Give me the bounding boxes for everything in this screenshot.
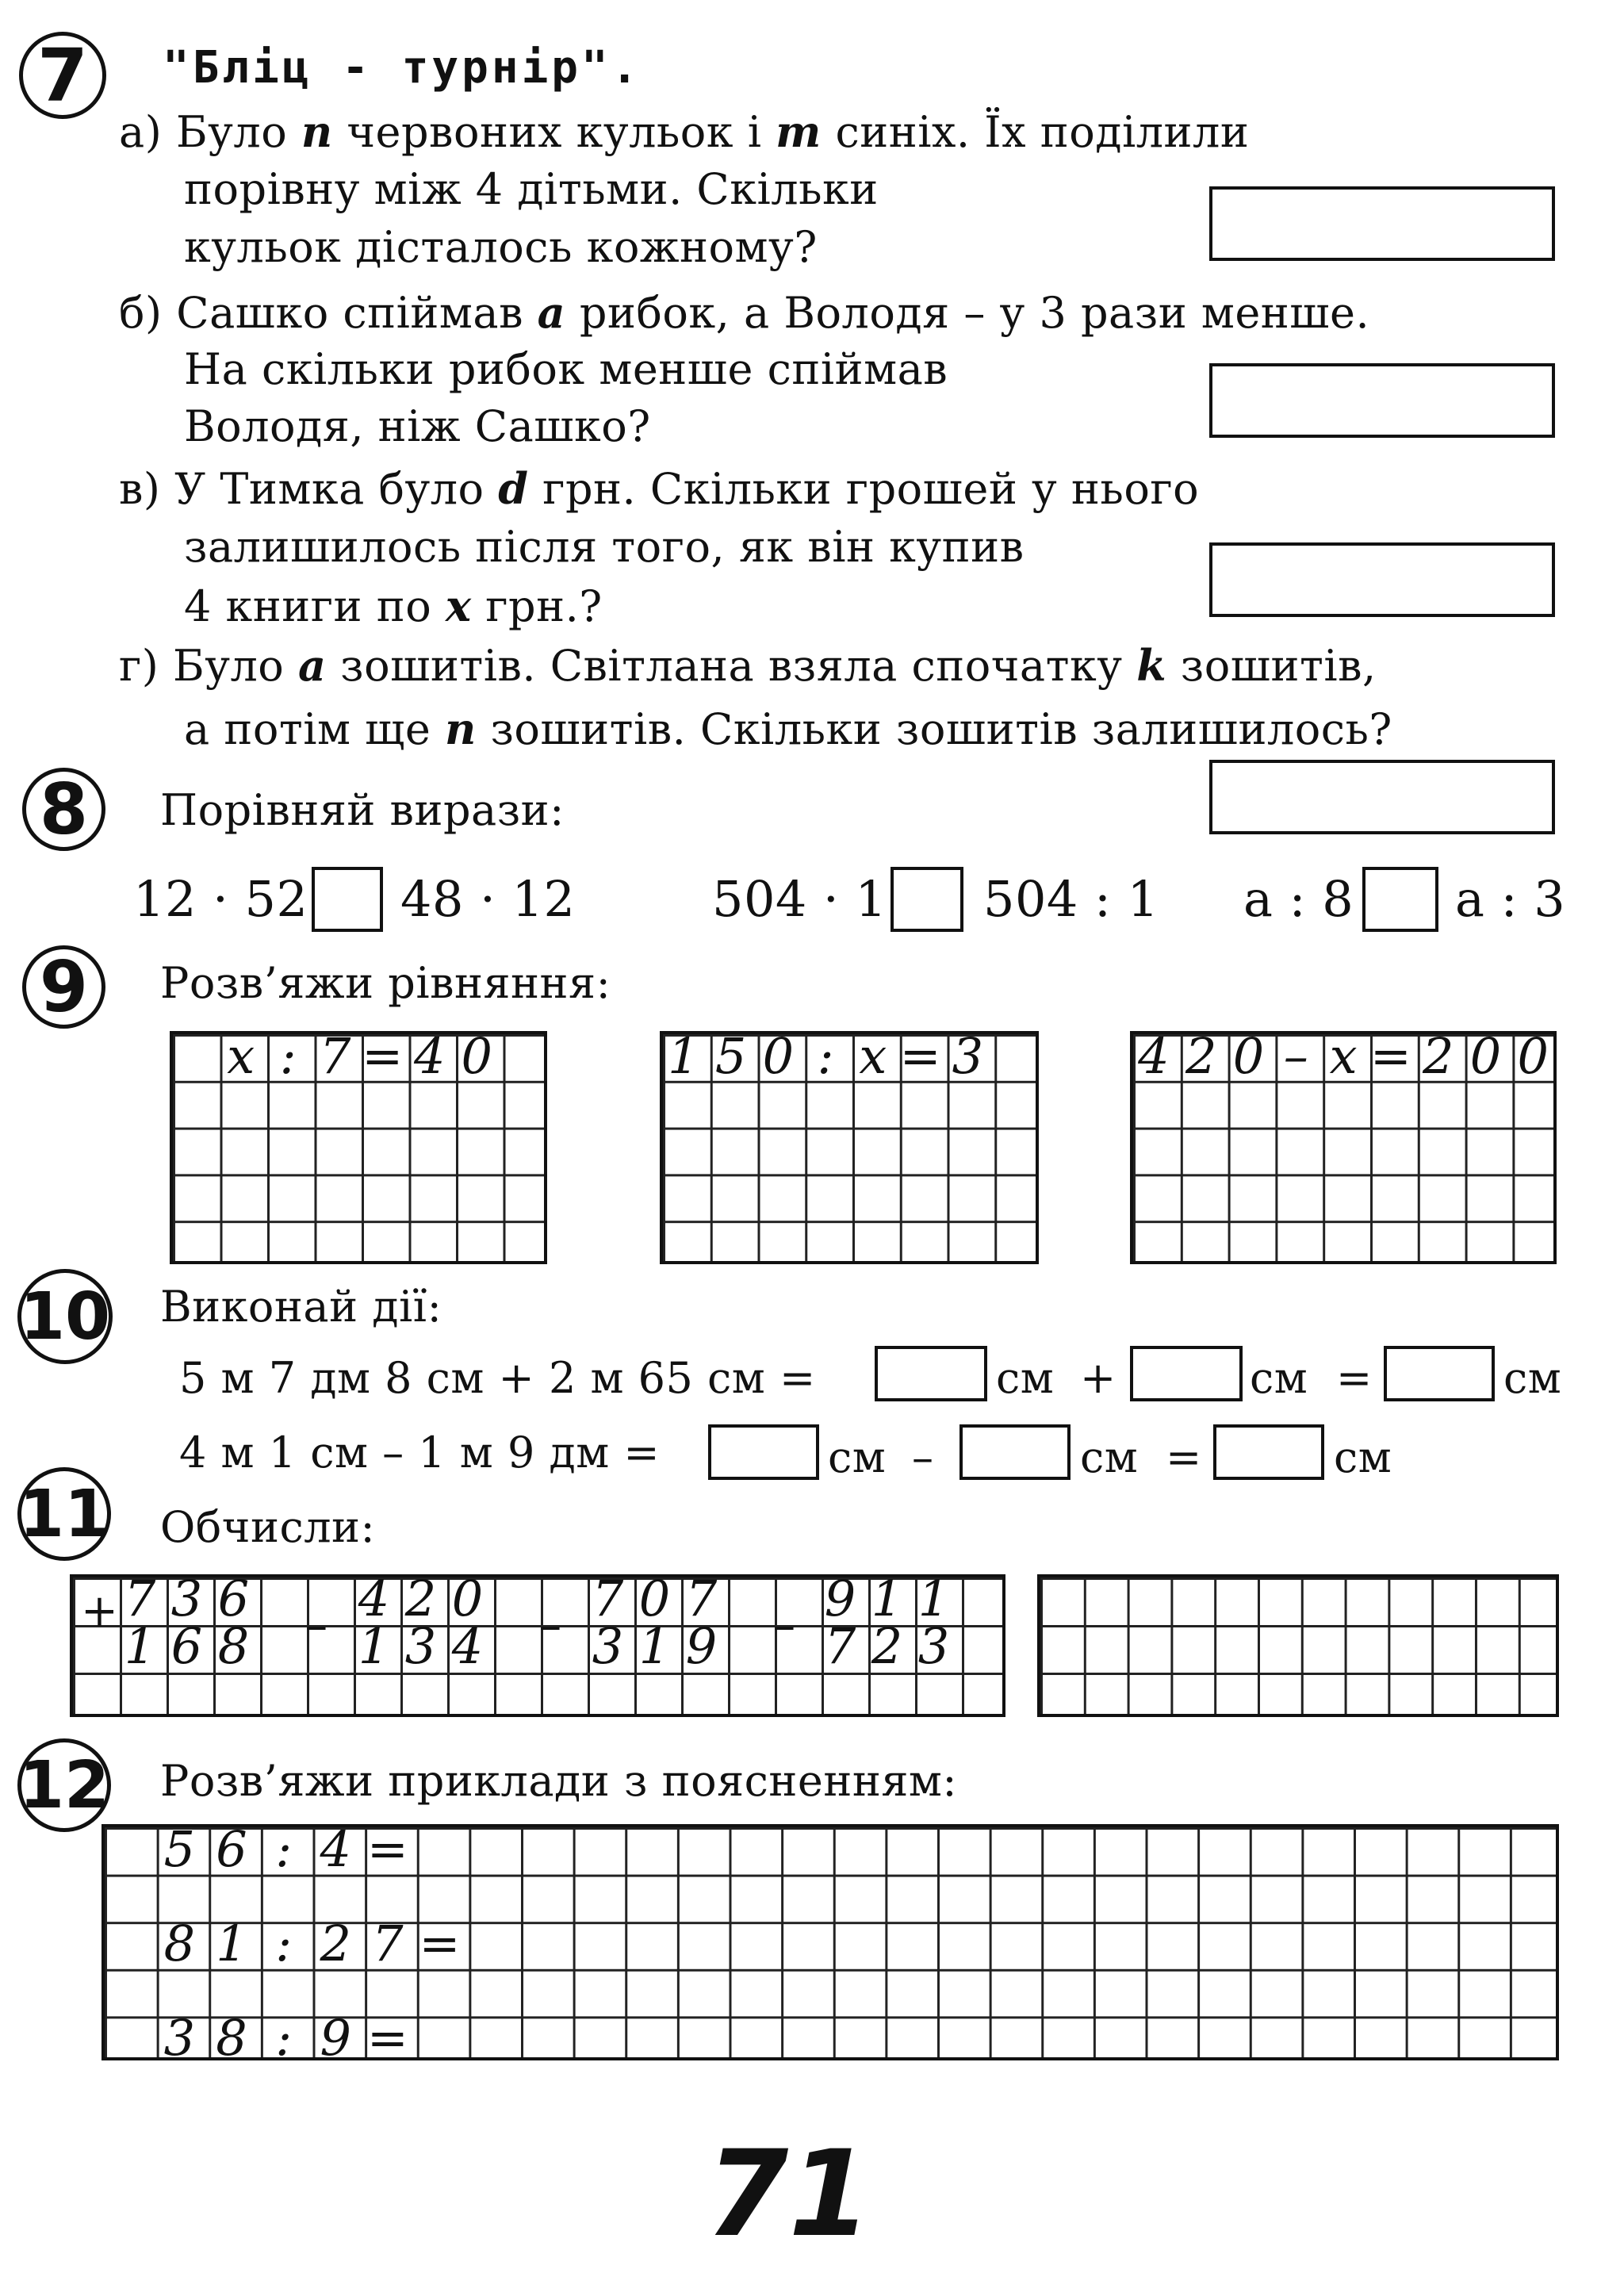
sign-minus: – bbox=[773, 1600, 795, 1651]
digit: 6 bbox=[217, 1570, 250, 1627]
text: 4 книги по bbox=[184, 581, 432, 631]
calc-3-top bbox=[584, 1570, 725, 1627]
task-10-number-badge bbox=[17, 1269, 113, 1364]
example-1 bbox=[154, 1820, 414, 1878]
digit: 9 bbox=[320, 2009, 351, 2067]
digit: 6 bbox=[170, 1617, 203, 1675]
sign-plus: + bbox=[81, 1585, 118, 1637]
text: червоних кульок і bbox=[347, 107, 762, 157]
eq-char: 7 bbox=[320, 1027, 351, 1085]
task-10-l2-box-1[interactable] bbox=[708, 1424, 819, 1480]
eq-char: – bbox=[1283, 1027, 1308, 1085]
sign-minus: – bbox=[305, 1600, 327, 1651]
eq-char: x bbox=[1329, 1027, 1358, 1085]
text: синіх. Їх поділили bbox=[835, 107, 1250, 157]
eq-char: 3 bbox=[952, 1027, 984, 1085]
plus-sign: + bbox=[1080, 1353, 1116, 1403]
digit: 4 bbox=[320, 1820, 351, 1878]
eq-char: 4 bbox=[1138, 1027, 1170, 1085]
text: грн. Скільки грошей у нього bbox=[542, 464, 1200, 514]
compare-1-right: 48 · 12 bbox=[400, 870, 576, 928]
task-11-number-badge bbox=[17, 1467, 111, 1561]
task-11-number: 11 bbox=[18, 1476, 110, 1552]
digit: 4 bbox=[358, 1570, 390, 1627]
item-label: а) bbox=[119, 107, 163, 157]
digit: 1 bbox=[638, 1617, 671, 1675]
compare-3-box[interactable] bbox=[1362, 867, 1438, 932]
eq-char: : bbox=[817, 1027, 834, 1085]
digit: : bbox=[275, 1915, 293, 1972]
task-10-l2-box-2[interactable] bbox=[959, 1424, 1071, 1480]
calc-2-top bbox=[350, 1570, 491, 1627]
unit-label: см bbox=[1503, 1353, 1562, 1403]
task-7a-line-2: порівну між 4 дітьми. Скільки bbox=[184, 164, 879, 214]
text: зошитів. Скільки зошитів залишилось? bbox=[490, 704, 1392, 754]
example-2 bbox=[154, 1915, 466, 1972]
digit: = bbox=[366, 1820, 408, 1878]
digit: = bbox=[419, 1915, 461, 1972]
digit: 3 bbox=[170, 1570, 203, 1627]
eq-char: 2 bbox=[1185, 1027, 1217, 1085]
task-7b-line-2: На скільки рибок менше спіймав bbox=[184, 344, 948, 394]
digit: 8 bbox=[163, 1915, 196, 1972]
unit-label: см bbox=[996, 1353, 1055, 1403]
digit: 8 bbox=[216, 2009, 247, 2067]
task-7c-line-1 bbox=[119, 460, 1199, 518]
task-8-number-badge bbox=[22, 768, 105, 851]
task-7b-answer-box[interactable] bbox=[1209, 363, 1555, 438]
text: а потім ще bbox=[184, 704, 431, 754]
task-10-l1-box-3[interactable] bbox=[1384, 1346, 1495, 1401]
task-7-title: "Бліц - турнір". bbox=[163, 42, 642, 94]
eq-char: 0 bbox=[762, 1027, 795, 1085]
compare-2-right: 504 : 1 bbox=[983, 870, 1159, 928]
calc-1-top bbox=[117, 1570, 257, 1627]
minus-sign: – bbox=[912, 1432, 934, 1482]
digit: 1 bbox=[124, 1617, 156, 1675]
task-7c-line-3 bbox=[184, 577, 603, 635]
eq-char: x bbox=[859, 1027, 887, 1085]
equation-2-row bbox=[660, 1027, 991, 1085]
digit: 7 bbox=[124, 1570, 156, 1627]
task-12-number: 12 bbox=[18, 1747, 110, 1823]
variable-x: x bbox=[445, 581, 472, 631]
digit: 6 bbox=[216, 1820, 247, 1878]
text: Було bbox=[173, 641, 285, 691]
variable-k: k bbox=[1136, 640, 1167, 691]
unit-label: см bbox=[828, 1432, 887, 1482]
digit: 9 bbox=[685, 1617, 718, 1675]
calc-2-bottom bbox=[350, 1617, 491, 1675]
task-7d-line-2 bbox=[184, 700, 1392, 758]
calc-4-bottom bbox=[817, 1617, 957, 1675]
task-7-number-badge bbox=[19, 32, 106, 119]
equation-3-row bbox=[1130, 1027, 1557, 1085]
task-7a-line-1 bbox=[119, 103, 1249, 161]
digit: 2 bbox=[404, 1570, 437, 1627]
eq-char: 1 bbox=[668, 1027, 699, 1085]
digit: 5 bbox=[163, 1820, 196, 1878]
compare-1-left: 12 · 52 bbox=[133, 870, 308, 928]
task-7a-line-3: кульок дісталось кожному? bbox=[184, 222, 818, 272]
task-11-title: Обчисли: bbox=[160, 1502, 376, 1552]
digit: 3 bbox=[163, 2009, 196, 2067]
digit: 2 bbox=[320, 1915, 351, 1972]
digit: = bbox=[366, 2009, 408, 2067]
compare-3-left: a : 8 bbox=[1243, 870, 1354, 928]
item-label: в) bbox=[119, 464, 161, 514]
task-7d-line-1 bbox=[119, 637, 1377, 695]
text: зошитів, bbox=[1180, 641, 1377, 691]
task-7b-line-1 bbox=[119, 284, 1369, 342]
calc-4-top bbox=[817, 1570, 957, 1627]
digit: 0 bbox=[451, 1570, 484, 1627]
text: Було bbox=[175, 107, 288, 157]
digit: 4 bbox=[451, 1617, 484, 1675]
digit: 1 bbox=[358, 1617, 390, 1675]
task-12-number-badge bbox=[17, 1738, 111, 1832]
task-10-l1-box-1[interactable] bbox=[875, 1346, 987, 1401]
task-10-l2-box-3[interactable] bbox=[1213, 1424, 1324, 1480]
variable-d: d bbox=[498, 463, 529, 514]
digit: 1 bbox=[216, 1915, 247, 1972]
task-10-l1-box-2[interactable] bbox=[1130, 1346, 1243, 1401]
compare-2-box[interactable] bbox=[891, 867, 963, 932]
task-7b-line-3: Володя, ніж Сашко? bbox=[184, 401, 651, 451]
task-12-title: Розв’яжи приклади з поясненням: bbox=[160, 1756, 958, 1806]
item-label: г) bbox=[119, 641, 159, 691]
equals-sign: = bbox=[1166, 1432, 1202, 1482]
eq-char: x bbox=[227, 1027, 255, 1085]
task-10-number: 10 bbox=[19, 1278, 111, 1355]
variable-a: a bbox=[537, 287, 566, 338]
text: грн.? bbox=[485, 581, 603, 631]
digit: 3 bbox=[917, 1617, 950, 1675]
calc-1-bottom bbox=[117, 1617, 257, 1675]
digit: 7 bbox=[592, 1570, 624, 1627]
digit: 7 bbox=[372, 1915, 404, 1972]
eq-char: 0 bbox=[1517, 1027, 1549, 1085]
task-10-line-2-expr: 4 м 1 см – 1 м 9 дм = bbox=[179, 1428, 661, 1478]
digit: 2 bbox=[871, 1617, 903, 1675]
eq-char: 4 bbox=[414, 1027, 446, 1085]
eq-char: : bbox=[279, 1027, 297, 1085]
digit: : bbox=[275, 1820, 293, 1878]
example-3 bbox=[154, 2009, 414, 2067]
compare-3-right: a : 3 bbox=[1455, 870, 1566, 928]
digit: 9 bbox=[824, 1570, 856, 1627]
digit: 0 bbox=[638, 1570, 671, 1627]
digit: : bbox=[275, 2009, 293, 2067]
eq-char: = bbox=[899, 1027, 941, 1085]
digit: 1 bbox=[871, 1570, 903, 1627]
unit-label: см bbox=[1250, 1353, 1308, 1403]
digit: 3 bbox=[404, 1617, 437, 1675]
task-7a-answer-box[interactable] bbox=[1209, 186, 1555, 261]
task-9-title: Розв’яжи рівняння: bbox=[160, 958, 611, 1008]
variable-n: n bbox=[445, 703, 477, 754]
item-label: б) bbox=[119, 288, 163, 338]
calc-3-bottom bbox=[584, 1617, 725, 1675]
task-10-title: Виконай дії: bbox=[160, 1282, 442, 1332]
compare-2-left: 504 · 1 bbox=[712, 870, 887, 928]
eq-char: = bbox=[1369, 1027, 1411, 1085]
task-10-line-1-expr: 5 м 7 дм 8 см + 2 м 65 см = bbox=[179, 1353, 816, 1403]
task-8-number: 8 bbox=[39, 769, 89, 850]
task-7d-answer-box[interactable] bbox=[1209, 760, 1555, 834]
digit: 8 bbox=[217, 1617, 250, 1675]
text: Сашко спіймав bbox=[176, 288, 523, 338]
task-7c-line-2: залишилось після того, як він купив bbox=[184, 522, 1025, 572]
digit: 7 bbox=[824, 1617, 856, 1675]
page-number: 71 bbox=[706, 2125, 871, 2263]
eq-char: = bbox=[362, 1027, 404, 1085]
variable-m: m bbox=[776, 106, 822, 157]
task-7c-answer-box[interactable] bbox=[1209, 542, 1555, 617]
digit: 1 bbox=[917, 1570, 950, 1627]
eq-char: 2 bbox=[1422, 1027, 1454, 1085]
sign-minus: – bbox=[539, 1600, 561, 1651]
variable-a: a bbox=[297, 640, 327, 691]
eq-char: 0 bbox=[1469, 1027, 1502, 1085]
task-9-number-badge bbox=[22, 945, 105, 1029]
unit-label: см bbox=[1334, 1432, 1392, 1482]
variable-n: n bbox=[301, 106, 333, 157]
text: рибок, а Володя – у 3 рази менше. bbox=[579, 288, 1370, 338]
eq-char: 0 bbox=[1232, 1027, 1265, 1085]
equation-1-row bbox=[217, 1027, 500, 1085]
digit: 3 bbox=[592, 1617, 624, 1675]
unit-label: см bbox=[1080, 1432, 1139, 1482]
compare-1-box[interactable] bbox=[312, 867, 383, 932]
task-9-number: 9 bbox=[39, 946, 89, 1028]
digit: 7 bbox=[685, 1570, 718, 1627]
equals-sign: = bbox=[1336, 1353, 1373, 1403]
task-8-title: Порівняй вирази: bbox=[160, 785, 565, 835]
eq-char: 0 bbox=[461, 1027, 492, 1085]
text: У Тимка було bbox=[174, 464, 485, 514]
task-7-number: 7 bbox=[36, 33, 88, 118]
text: зошитів. Світлана взяла спочатку bbox=[340, 641, 1123, 691]
eq-char: 5 bbox=[714, 1027, 747, 1085]
calc-grid-extra[interactable] bbox=[1037, 1574, 1559, 1717]
